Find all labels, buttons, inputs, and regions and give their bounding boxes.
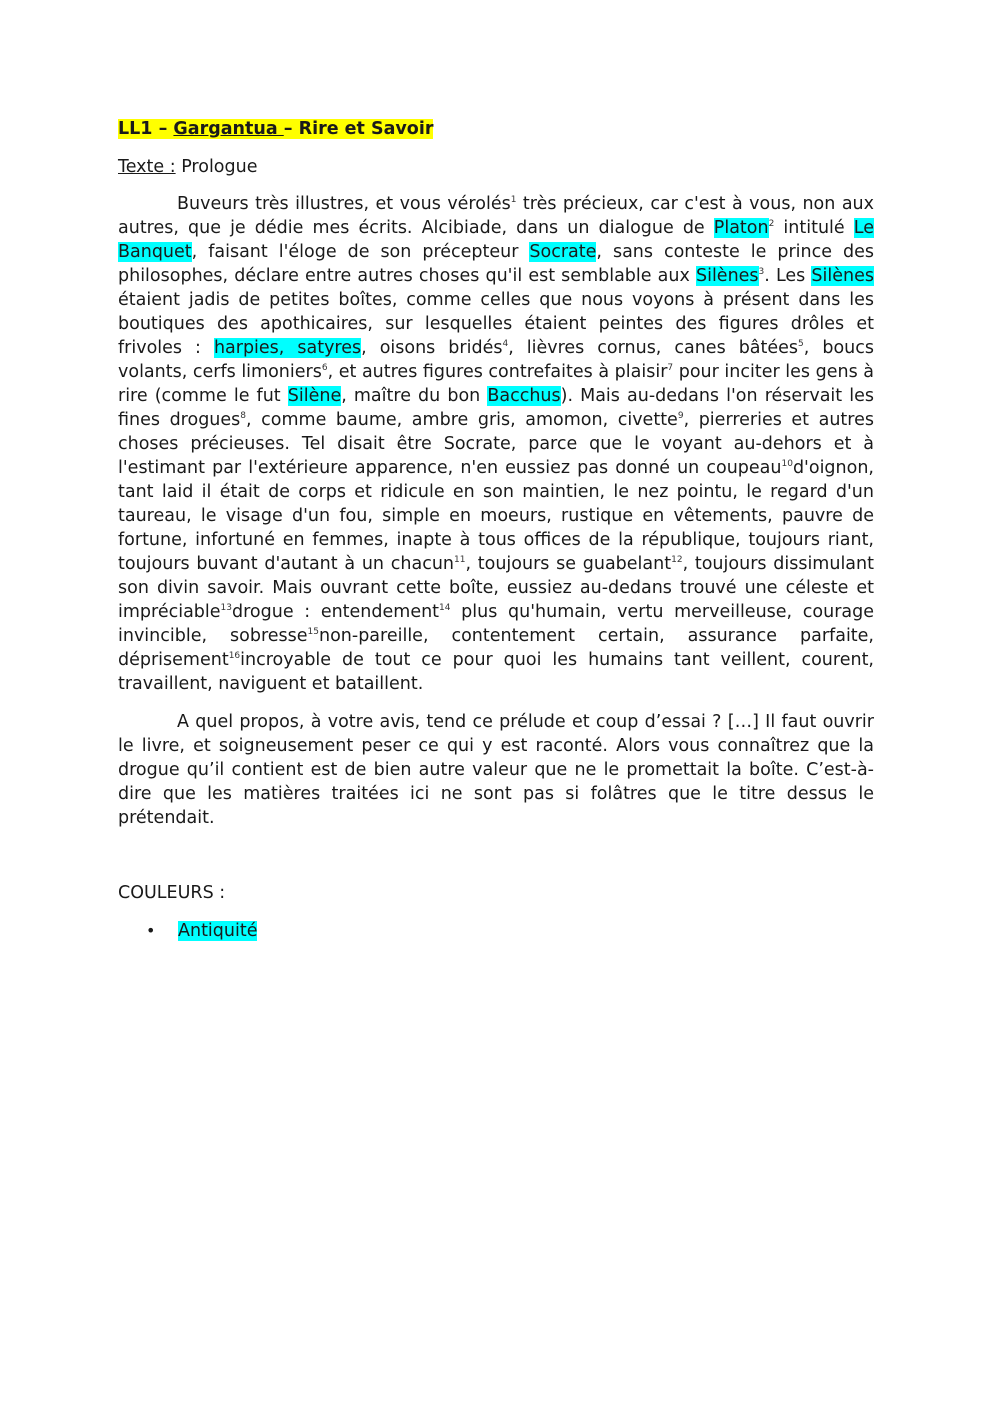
- footnote-ref: 14: [439, 603, 451, 613]
- text-run: . Les: [764, 266, 812, 286]
- title-part1: LL1 –: [118, 119, 174, 139]
- text-run: , oisons bridés: [361, 338, 503, 358]
- footnote-ref: 9: [677, 411, 684, 421]
- highlight-antiquity: Silène: [287, 386, 342, 406]
- highlight-antiquity: Platon: [713, 218, 769, 238]
- text-run: très précieux, car c'est à vous, non aux autres, que je dédie mes écrits. Alcibiade, dans un dialogue de: [118, 194, 874, 238]
- text-run: d'oignon, tant laid il était de corps et ridicule en son maintien, le nez pointu, le regard d'un taureau, le visage d'un fou, simple en moeurs, rustique en vêtements, pauvre de fortune, infortuné en femmes, inapte à tous offices de la république, toujours riant, toujours buvant d'autant à un chacun: [118, 458, 874, 574]
- colors-legend-item: [118, 918, 874, 944]
- text-run: , pierreries et autres choses précieuses. Tel disait être Socrate, parce que le voyant au-dehors et à l'estimant par l'extérieure apparence, n'en eussiez pas donné un coupeau: [118, 410, 874, 478]
- text-run: drogue : entendement: [232, 602, 440, 622]
- text-run: plus qu'humain, vertu merveilleuse, courage invincible, sobresse: [118, 602, 874, 646]
- footnote-ref: 1: [510, 195, 517, 205]
- subtitle-label: Texte :: [118, 157, 176, 177]
- footnote-ref: 10: [781, 459, 793, 469]
- title-part2: – Rire et Savoir: [283, 119, 434, 139]
- prologue-paragraph-1: [118, 192, 874, 696]
- footnote-ref: 16: [228, 651, 241, 661]
- subtitle-value: Prologue: [175, 157, 258, 177]
- text-run: , faisant l'éloge de son précepteur: [191, 242, 530, 262]
- text-run: , toujours se guabelant: [465, 554, 672, 574]
- prologue-paragraph-2: A quel propos, à votre avis, tend ce prélude et coup d’essai ? […] Il faut ouvrir le livre, et soigneusement peser ce qui y est raconté. Alors vous connaîtrez que la drogue qu’il contient est de bien autre valeur que ne le promettait la boîte. C’est-à-dire que les matières traitées ici ne sont pas si folâtres que le titre dessus le prétendait.: [118, 712, 874, 828]
- text-run: , lièvres cornus, canes bâtées: [508, 338, 799, 358]
- highlight-antiquity: Silènes: [695, 266, 759, 286]
- text-run: , comme baume, ambre gris, amomon, civette: [246, 410, 678, 430]
- document-title: [118, 116, 874, 142]
- footnote-ref: 15: [307, 627, 319, 637]
- text-run: , sans conteste le prince des philosophes, déclare entre autres choses qu'il est semblable aux: [118, 242, 874, 286]
- footnote-ref: 6: [321, 363, 328, 373]
- text-run: non-pareille, contentement certain, assurance parfaite, déprisement: [118, 626, 874, 670]
- colors-legend-list: [118, 918, 874, 944]
- footnote-ref: 4: [502, 339, 509, 349]
- document-content: [118, 116, 874, 944]
- text-run: incroyable de tout ce pour quoi les humains tant veillent, courent, travaillent, naviguent et bataillent.: [118, 650, 874, 694]
- bullet-icon: •: [146, 921, 156, 940]
- footnote-ref: 12: [671, 555, 683, 565]
- highlight-antiquity: harpies, satyres: [213, 338, 362, 358]
- text-run: ). Mais au-dedans l'on réservait les fines drogues: [118, 386, 874, 430]
- document-subtitle: [118, 154, 874, 180]
- footnote-ref: 2: [768, 219, 775, 229]
- footnote-ref: 11: [454, 555, 466, 565]
- text-run: , toujours dissimulant son divin savoir. Mais ouvrant cette boîte, eussiez au-dedans trouvé une céleste et impréciable: [118, 554, 874, 622]
- title-gargantua: Gargantua: [173, 119, 284, 139]
- text-run: , boucs volants, cerfs limoniers: [118, 338, 874, 382]
- legend-label-antiquity: Antiquité: [178, 921, 258, 941]
- text-run: étaient jadis de petites boîtes, comme celles que nous voyons à présent dans les boutiques des apothicaires, sur lesquelles étaient peintes des figures drôles et frivoles :: [118, 290, 874, 358]
- highlight-antiquity: Bacchus: [487, 386, 561, 406]
- text-run: , maître du bon: [341, 386, 488, 406]
- highlight-antiquity: Le Banquet: [118, 218, 874, 262]
- text-run: , et autres figures contrefaites à plaisir: [327, 362, 668, 382]
- highlight-antiquity: Socrate: [529, 242, 597, 262]
- text-run: Buveurs très illustres, et vous vérolés: [177, 194, 511, 214]
- footnote-ref: 7: [667, 363, 674, 373]
- footnote-ref: 3: [758, 267, 765, 277]
- highlight-antiquity: Silènes: [811, 266, 874, 286]
- text-run: pour inciter les gens à rire (comme le fut: [118, 362, 875, 406]
- text-run: intitulé: [774, 218, 854, 238]
- footnote-ref: 8: [240, 411, 247, 421]
- footnote-ref: 13: [220, 603, 232, 613]
- colors-heading: COULEURS :: [118, 883, 226, 903]
- footnote-ref: 5: [798, 339, 804, 349]
